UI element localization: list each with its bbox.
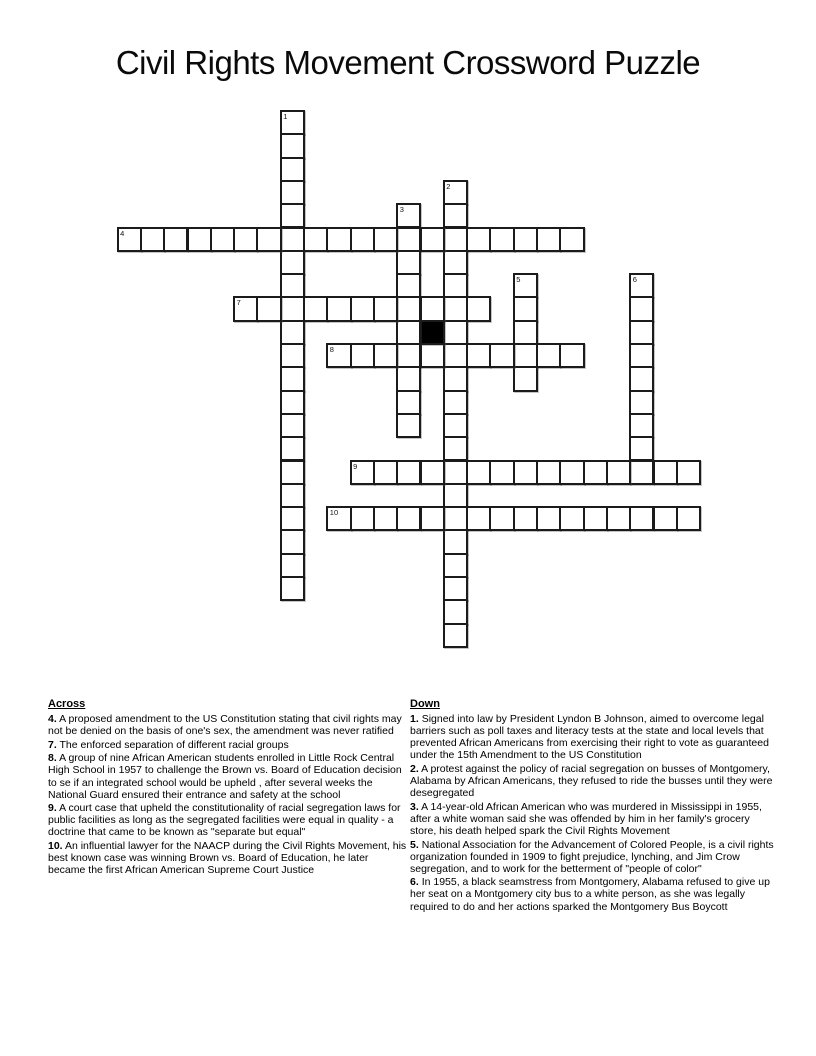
grid-cell[interactable]: [583, 506, 608, 531]
grid-cell[interactable]: [280, 413, 305, 438]
clue-number: 10.: [48, 840, 63, 853]
grid-cell[interactable]: [256, 296, 281, 321]
grid-cell[interactable]: [513, 366, 538, 391]
down-header: Down: [410, 698, 440, 710]
grid-cell[interactable]: [443, 203, 468, 228]
clue-number: 1.: [410, 713, 419, 726]
grid-cell[interactable]: [513, 343, 538, 368]
grid-cell[interactable]: [676, 506, 701, 531]
grid-cell[interactable]: [559, 460, 584, 485]
grid-cell[interactable]: [373, 343, 398, 368]
clue-text: An influential lawyer for the NAACP during the Civil Rights Movement, his best known case was winning Brown vs. Board of Education, he later became the first African American Supreme Court Justice: [48, 840, 407, 877]
grid-cell[interactable]: [280, 343, 305, 368]
grid-cell[interactable]: [536, 460, 561, 485]
grid-cell[interactable]: [233, 296, 258, 321]
grid-cell[interactable]: [443, 366, 468, 391]
grid-cell[interactable]: [210, 227, 235, 252]
across-header: Across: [48, 698, 86, 710]
grid-cell[interactable]: [676, 460, 701, 485]
grid-cell[interactable]: [326, 296, 351, 321]
grid-cell[interactable]: [536, 343, 561, 368]
grid-cell[interactable]: [396, 320, 421, 345]
grid-cell[interactable]: [373, 506, 398, 531]
grid-cell[interactable]: [443, 343, 468, 368]
grid-cell[interactable]: [606, 506, 631, 531]
grid-cell[interactable]: [629, 273, 654, 298]
grid-cell[interactable]: [443, 296, 468, 321]
grid-cell[interactable]: [420, 227, 445, 252]
grid-cell[interactable]: [396, 227, 421, 252]
grid-cell[interactable]: [350, 460, 375, 485]
grid-cell[interactable]: [629, 366, 654, 391]
grid-cell[interactable]: [373, 227, 398, 252]
clue-number: 6.: [410, 876, 419, 889]
grid-cell[interactable]: [629, 390, 654, 415]
grid-cell[interactable]: [629, 436, 654, 461]
clue-text: In 1955, a black seamstress from Montgomery, Alabama refused to give up her seat on a Montgomery city bus to a white person, as she was legally required to do and her actions sparked the Montgomery Bus Boycott: [410, 876, 770, 913]
grid-cell[interactable]: [513, 320, 538, 345]
grid-cell[interactable]: [559, 343, 584, 368]
grid-cell[interactable]: [443, 436, 468, 461]
clue-number-label: 8: [329, 345, 334, 354]
clue-number: 7.: [48, 738, 57, 751]
grid-cell[interactable]: [396, 250, 421, 275]
clue-number-label: 6: [632, 275, 637, 285]
grid-cell[interactable]: [117, 227, 142, 252]
grid-cell[interactable]: [140, 227, 165, 252]
grid-cell[interactable]: [536, 506, 561, 531]
grid-cell[interactable]: [350, 343, 375, 368]
clue-down-3: [410, 801, 778, 837]
clue-number-label: 9: [353, 461, 358, 471]
grid-cell[interactable]: [396, 273, 421, 298]
grid-cell[interactable]: [303, 227, 328, 252]
grid-cell[interactable]: [606, 460, 631, 485]
grid-cell[interactable]: [443, 180, 468, 205]
grid-cell[interactable]: [466, 227, 491, 252]
grid-cell[interactable]: [443, 320, 468, 345]
grid-cell[interactable]: [280, 506, 305, 531]
grid-cell[interactable]: [513, 227, 538, 252]
clue-across-8: [48, 752, 408, 800]
grid-cell[interactable]: [280, 576, 305, 601]
clue-number-label: 10: [329, 508, 339, 518]
clue-text: The enforced separation of different racial groups: [59, 738, 289, 751]
grid-cell[interactable]: [443, 576, 468, 601]
across-clues-section: [48, 698, 408, 878]
grid-cell[interactable]: [350, 296, 375, 321]
clue-across-9: [48, 802, 408, 838]
grid-cell[interactable]: [396, 343, 421, 368]
grid-cell[interactable]: [326, 343, 351, 368]
grid-cell[interactable]: [536, 227, 561, 252]
grid-cell[interactable]: [396, 203, 421, 228]
grid-cell[interactable]: [489, 343, 514, 368]
grid-cell[interactable]: [443, 390, 468, 415]
grid-cell[interactable]: [326, 227, 351, 252]
clue-down-5: [410, 839, 778, 875]
clue-down-6: [410, 876, 778, 912]
grid-cell[interactable]: [420, 460, 445, 485]
grid-cell[interactable]: [420, 296, 445, 321]
grid-cell[interactable]: [466, 296, 491, 321]
grid-cell[interactable]: [513, 273, 538, 298]
grid-cell[interactable]: [629, 506, 654, 531]
grid-cell[interactable]: [559, 227, 584, 252]
grid-cell[interactable]: [280, 180, 305, 205]
grid-cell[interactable]: [443, 529, 468, 554]
grid-cell[interactable]: [280, 436, 305, 461]
clue-number-label: 3: [399, 205, 404, 215]
grid-cell[interactable]: [420, 343, 445, 368]
clue-text: A court case that upheld the constitutionality of racial segregation laws for public facilities as long as the segregated facilities were equal in quality - a doctrine that came to be known as "separate but equal": [48, 802, 401, 839]
grid-cell[interactable]: [350, 506, 375, 531]
clue-number-label: 5: [516, 275, 521, 285]
grid-cell[interactable]: [280, 366, 305, 391]
grid-cell[interactable]: [280, 296, 305, 321]
clue-across-10: [48, 840, 408, 876]
grid-cell[interactable]: [373, 460, 398, 485]
grid-cell[interactable]: [443, 623, 468, 648]
grid-cell[interactable]: [396, 296, 421, 321]
grid-cell[interactable]: [396, 413, 421, 438]
black-cell: [420, 320, 445, 345]
grid-cell[interactable]: [443, 460, 468, 485]
grid-cell[interactable]: [629, 343, 654, 368]
grid-cell[interactable]: [280, 320, 305, 345]
grid-cell[interactable]: [443, 483, 468, 508]
grid-cell[interactable]: [466, 343, 491, 368]
grid-cell[interactable]: [653, 460, 678, 485]
clue-number: 4.: [48, 713, 57, 726]
grid-cell[interactable]: [280, 203, 305, 228]
grid-cell[interactable]: [489, 227, 514, 252]
clue-number-label: 1: [283, 112, 288, 121]
grid-cell[interactable]: [583, 460, 608, 485]
clue-text: National Association for the Advancement of Colored People, is a civil rights organization founded in 1909 to fight prejudice, lynching, and Jim Crow segregation, and to work for the betterment of "people of color": [410, 838, 774, 875]
clue-number: 8.: [48, 752, 57, 765]
grid-cell[interactable]: [280, 553, 305, 578]
grid-cell[interactable]: [396, 506, 421, 531]
clue-across-7: [48, 739, 408, 751]
grid-cell[interactable]: [256, 227, 281, 252]
grid-cell[interactable]: [629, 413, 654, 438]
grid-cell[interactable]: [280, 157, 305, 182]
grid-cell[interactable]: [629, 320, 654, 345]
clue-number-label: 2: [446, 181, 451, 191]
clue-text: A 14-year-old African American who was murdered in Mississippi in 1955, after a white woman said she was offended by him in her family's grocery store, his death helped spark the Civil Rights Movement: [410, 800, 762, 837]
clue-number-label: 7: [236, 298, 241, 308]
grid-cell[interactable]: [443, 599, 468, 624]
clue-text: A protest against the policy of racial segregation on busses of Montgomery, Alabama by African Americans, they refused to ride the busses until they were desegregated: [410, 762, 773, 800]
grid-cell[interactable]: [350, 227, 375, 252]
grid-cell[interactable]: [303, 296, 328, 321]
grid-cell[interactable]: [653, 506, 678, 531]
grid-cell[interactable]: [396, 390, 421, 415]
grid-cell[interactable]: [280, 133, 305, 158]
grid-cell[interactable]: [420, 506, 445, 531]
grid-cell[interactable]: [466, 506, 491, 531]
grid-cell[interactable]: [513, 506, 538, 531]
grid-cell[interactable]: [326, 506, 351, 531]
grid-cell[interactable]: [443, 273, 468, 298]
grid-cell[interactable]: [513, 296, 538, 321]
grid-cell[interactable]: [513, 460, 538, 485]
grid-cell[interactable]: [163, 227, 188, 252]
clue-number: 9.: [48, 802, 57, 815]
grid-cell[interactable]: [396, 366, 421, 391]
grid-cell[interactable]: [280, 483, 305, 508]
grid-cell[interactable]: [443, 227, 468, 252]
grid-cell[interactable]: [280, 460, 305, 485]
grid-cell[interactable]: [280, 390, 305, 415]
grid-cell[interactable]: [559, 506, 584, 531]
grid-cell[interactable]: [443, 553, 468, 578]
clue-text: Signed into law by President Lyndon B Johnson, aimed to overcome legal barriers such as poll taxes and literacy tests at the state and local levels that prevented African Americans from exercising their right to vote as guaranteed under the 15th Amendment to the US Constitution: [410, 713, 769, 762]
grid-cell[interactable]: [280, 529, 305, 554]
grid-cell[interactable]: [280, 273, 305, 298]
grid-cell[interactable]: [280, 110, 305, 135]
grid-cell[interactable]: [629, 460, 654, 485]
clue-number-label: 4: [120, 228, 125, 238]
down-clues-section: [410, 698, 778, 914]
grid-cell[interactable]: [396, 460, 421, 485]
grid-cell[interactable]: [443, 413, 468, 438]
grid-cell[interactable]: [629, 296, 654, 321]
grid-cell[interactable]: [187, 227, 212, 252]
grid-cell[interactable]: [233, 227, 258, 252]
grid-cell[interactable]: [373, 296, 398, 321]
clue-across-4: [48, 713, 408, 737]
page-title: Civil Rights Movement Crossword Puzzle: [115, 44, 701, 81]
clue-text: A group of nine African American students enrolled in Little Rock Central High School in 1957 to challenge the Brown vs. Board of Education decision to se if an integrated school would be upheld , after several weeks the National Guard ensured their entrance and safety at the school: [48, 752, 402, 801]
clue-number: 3.: [410, 800, 419, 813]
grid-cell[interactable]: [280, 250, 305, 275]
grid-cell[interactable]: [466, 460, 491, 485]
clue-down-1: [410, 713, 778, 761]
grid-cell[interactable]: [489, 460, 514, 485]
clue-down-2: [410, 763, 778, 799]
grid-cell[interactable]: [443, 250, 468, 275]
grid-cell[interactable]: [443, 506, 468, 531]
clue-number: 5.: [410, 838, 419, 851]
grid-cell[interactable]: [489, 506, 514, 531]
grid-cell[interactable]: [280, 227, 305, 252]
clue-text: A proposed amendment to the US Constitution stating that civil rights may not be denied on the basis of one's sex, the amendment was never ratified: [48, 713, 402, 738]
clue-number: 2.: [410, 762, 419, 775]
